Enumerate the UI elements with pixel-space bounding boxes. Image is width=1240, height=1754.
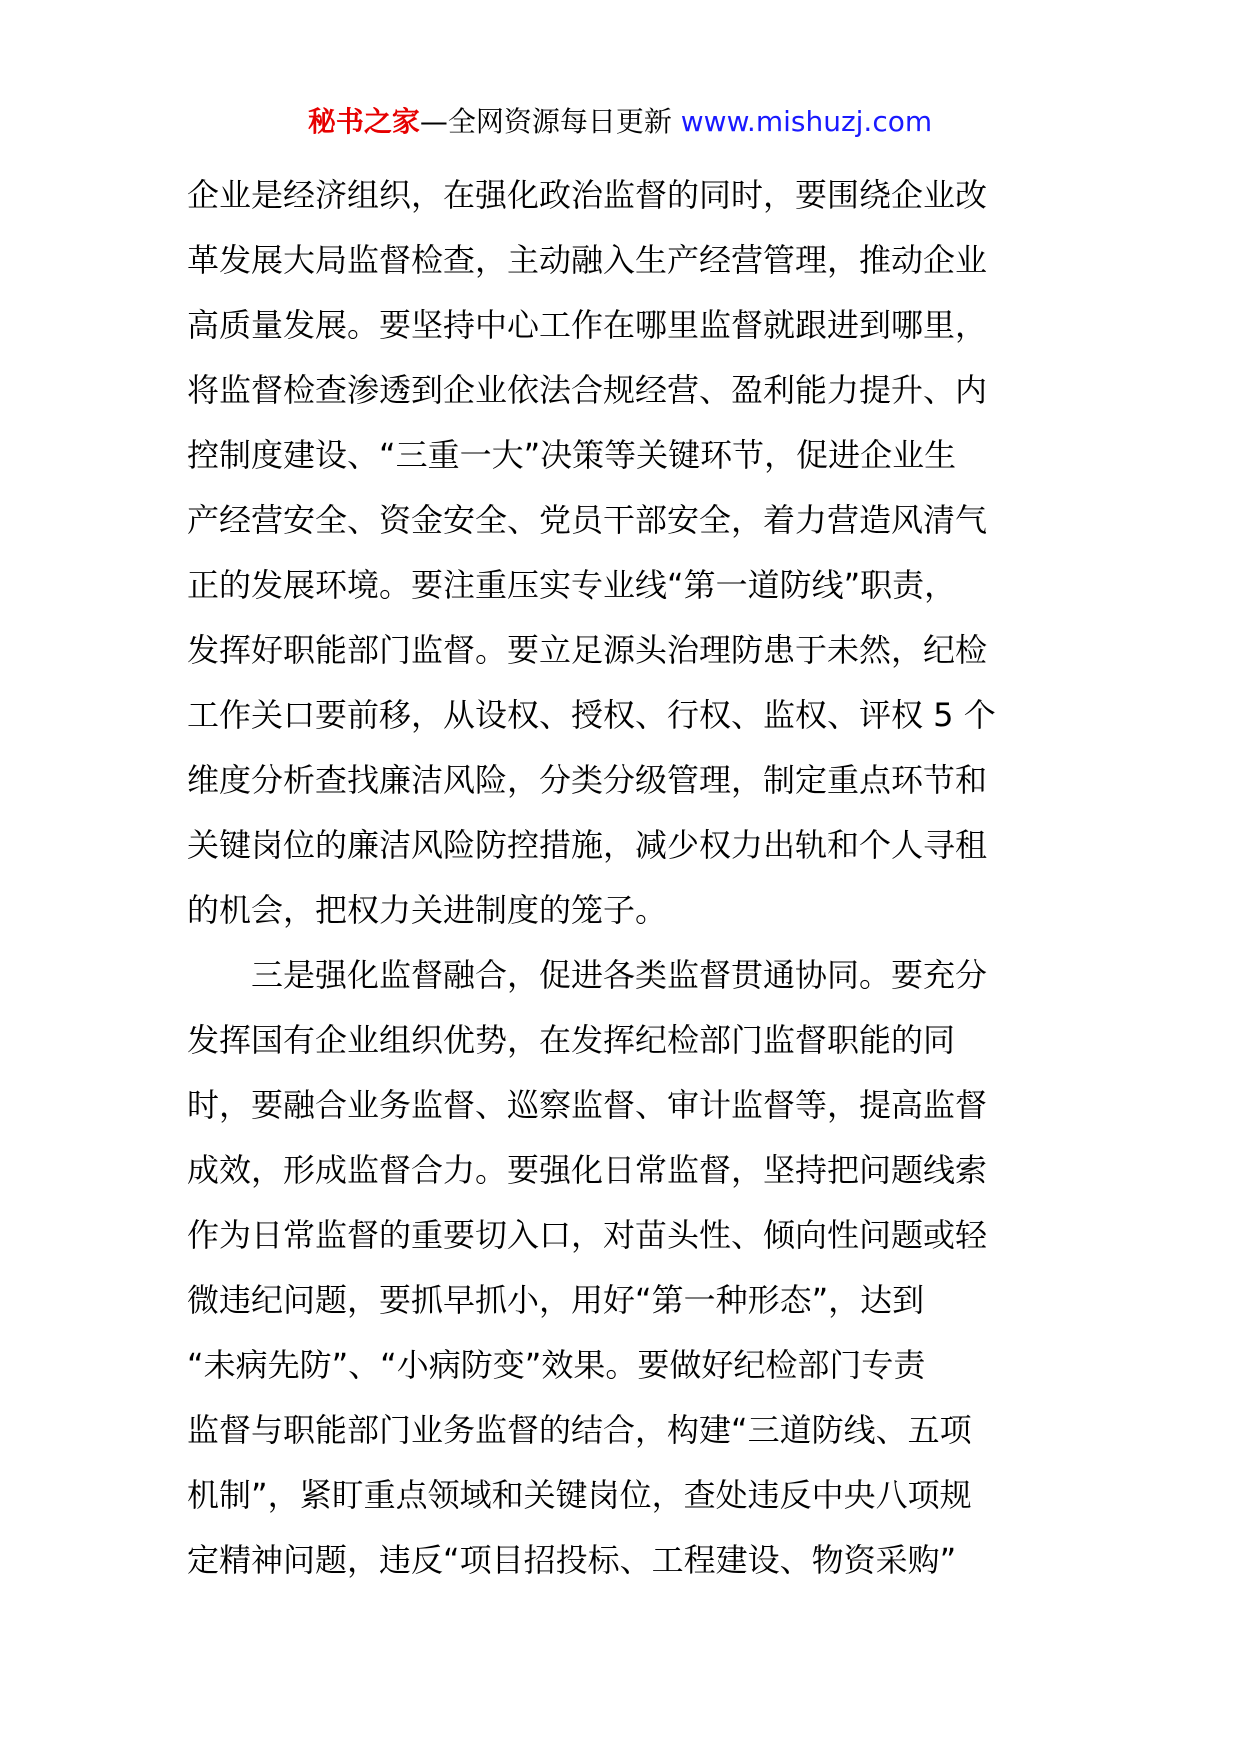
text-line: 正的发展环境。要注重压实专业线“第一道防线”职责， — [187, 566, 957, 604]
site-tagline: —全网资源每日更新 — [419, 105, 681, 138]
text-line: 定精神问题，违反“项目招投标、工程建设、物资采购” — [187, 1541, 957, 1579]
text-line: 监督与职能部门业务监督的结合，构建“三道防线、五项 — [187, 1411, 972, 1449]
text-line: 作为日常监督的重要切入口，对苗头性、倾向性问题或轻 — [187, 1216, 988, 1254]
text-line: 企业是经济组织，在强化政治监督的同时，要围绕企业改 — [187, 176, 988, 214]
text-line: 高质量发展。要坚持中心工作在哪里监督就跟进到哪里， — [187, 306, 988, 344]
text-line: 关键岗位的廉洁风险防控措施，减少权力出轨和个人寻租 — [187, 826, 988, 864]
text-line: 微违纪问题，要抓早抓小，用好“第一种形态”，达到 — [187, 1281, 925, 1319]
text-line: 发挥国有企业组织优势，在发挥纪检部门监督职能的同 — [187, 1021, 956, 1059]
text-line: 革发展大局监督检查，主动融入生产经营管理，推动企业 — [187, 241, 988, 279]
text-line: 机制”，紧盯重点领域和关键岗位，查处违反中央八项规 — [187, 1476, 972, 1514]
document-body — [187, 163, 1057, 1593]
text-line: 维度分析查找廉洁风险，分类分级管理，制定重点环节和 — [187, 761, 988, 799]
site-url-link[interactable]: www.mishuzj.com — [680, 105, 933, 138]
text-line: 控制度建设、“三重一大”决策等关键环节，促进企业生 — [187, 436, 957, 474]
text-line: 的机会，把权力关进制度的笼子。 — [187, 891, 668, 929]
site-brand: 秘书之家 — [307, 105, 420, 138]
text-line: 将监督检查渗透到企业依法合规经营、盈利能力提升、内 — [187, 371, 988, 409]
text-line: 成效，形成监督合力。要强化日常监督，坚持把问题线索 — [187, 1151, 988, 1189]
text-line: 发挥好职能部门监督。要立足源头治理防患于未然，纪检 — [187, 631, 988, 669]
site-header — [0, 102, 1240, 142]
text-line: 三是强化监督融合，促进各类监督贯通协同。要充分 — [187, 956, 988, 994]
text-line: 工作关口要前移，从设权、授权、行权、监权、评权 5 个 — [187, 696, 996, 734]
text-line: 时，要融合业务监督、巡察监督、审计监督等，提高监督 — [187, 1086, 988, 1124]
text-line: 产经营安全、资金安全、党员干部安全，着力营造风清气 — [187, 501, 988, 539]
text-line: “未病先防”、“小病防变”效果。要做好纪检部门专责 — [187, 1346, 926, 1384]
